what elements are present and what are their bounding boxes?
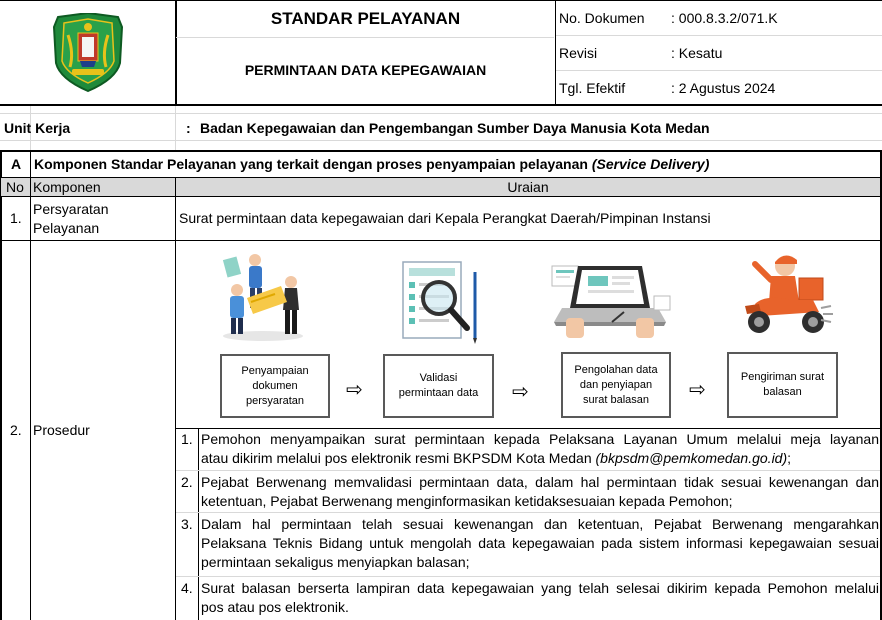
- flow-arrow-3: ⇨: [689, 379, 706, 401]
- page-title: STANDAR PELAYANAN: [270, 9, 461, 28]
- row-1-no: 1.: [10, 210, 22, 226]
- unit-kerja-label: Unit Kerja: [4, 120, 71, 136]
- meta-value-revisi: : Kesatu: [671, 45, 723, 61]
- unit-kerja-colon: :: [186, 120, 191, 136]
- flow-step-3: Pengolahan data dan penyiapan surat balasan: [561, 352, 671, 418]
- kota-medan-logo: [50, 13, 126, 93]
- procedure-item-4-number: 4.: [181, 580, 193, 596]
- section-title: Komponen Standar Pelayanan yang terkait dengan proses penyampaian pelayanan (Service Delivery): [34, 156, 710, 172]
- meta-value-dokumen: : 000.8.3.2/071.K: [671, 10, 778, 26]
- procedure-item-4-text: Surat balasan berserta lampiran data kepegawaian yang telah selesai dikirim kepada Pemohon melalui pos atau pos elektronik.: [201, 580, 879, 615]
- column-header-uraian: Uraian: [507, 179, 549, 195]
- document-submission-illustration: [215, 250, 311, 342]
- row-1-komponen-line1: Persyaratan: [33, 201, 109, 217]
- procedure-item-3-text: Dalam hal permintaan telah sesuai kewenangan dan ketentuan, Pejabat Berwenang mengarahkan Pelaksana Teknis Bidang untuk mengolah data kepegawaian pada sistem informasi kepegawaian sesuai permintaan sekaligus menyiapkan balasan;: [201, 516, 879, 570]
- flow-step-2: Validasi permintaan data: [383, 354, 494, 418]
- meta-label-revisi: Revisi: [559, 45, 598, 61]
- procedure-item-1-text: Pemohon menyampaikan surat permintaan kepada Pelaksana Layanan Umum melalui meja layanan atau dikirim melalui pos elektronik resmi BKPSDM Kota Medan (bkpsdm@pemkomedan.go.id);: [201, 431, 879, 466]
- courier-scooter-illustration: [735, 250, 835, 342]
- validation-illustration: [395, 258, 485, 346]
- row-2-komponen: Prosedur: [33, 422, 90, 438]
- column-header-no: No: [6, 179, 24, 195]
- row-2-no: 2.: [10, 422, 22, 438]
- meta-label-efektif: Tgl. Efektif: [559, 80, 626, 96]
- flow-arrow-2: ⇨: [512, 381, 529, 403]
- flow-step-4: Pengiriman surat balasan: [727, 352, 838, 418]
- row-1-komponen-line2: Pelayanan: [33, 220, 100, 236]
- procedure-item-2-number: 2.: [181, 474, 193, 490]
- row-1-uraian: Surat permintaan data kepegawaian dari Kepala Perangkat Daerah/Pimpinan Instansi: [179, 210, 711, 226]
- flow-step-1: Penyampaian dokumen persyaratan: [220, 354, 330, 418]
- page-subtitle: PERMINTAAN DATA KEPEGAWAIAN: [244, 62, 487, 78]
- procedure-item-1-number: 1.: [181, 431, 193, 447]
- meta-value-efektif: : 2 Agustus 2024: [671, 80, 776, 96]
- section-letter: A: [11, 156, 22, 172]
- data-processing-illustration: [548, 262, 676, 344]
- column-header-komponen: Komponen: [33, 179, 101, 195]
- procedure-item-2-text: Pejabat Berwenang memvalidasi permintaan data, dalam hal permintaan tidak sesuai kewenangan dan ketentuan, Pejabat Berwenang menginformasikan ketidaksesuaian kepada Pemohon;: [201, 474, 879, 509]
- meta-label-dokumen: No. Dokumen: [559, 10, 645, 26]
- procedure-item-3-number: 3.: [181, 516, 193, 532]
- unit-kerja-value: Badan Kepegawaian dan Pengembangan Sumber Daya Manusia Kota Medan: [200, 120, 710, 136]
- flow-arrow-1: ⇨: [346, 379, 363, 401]
